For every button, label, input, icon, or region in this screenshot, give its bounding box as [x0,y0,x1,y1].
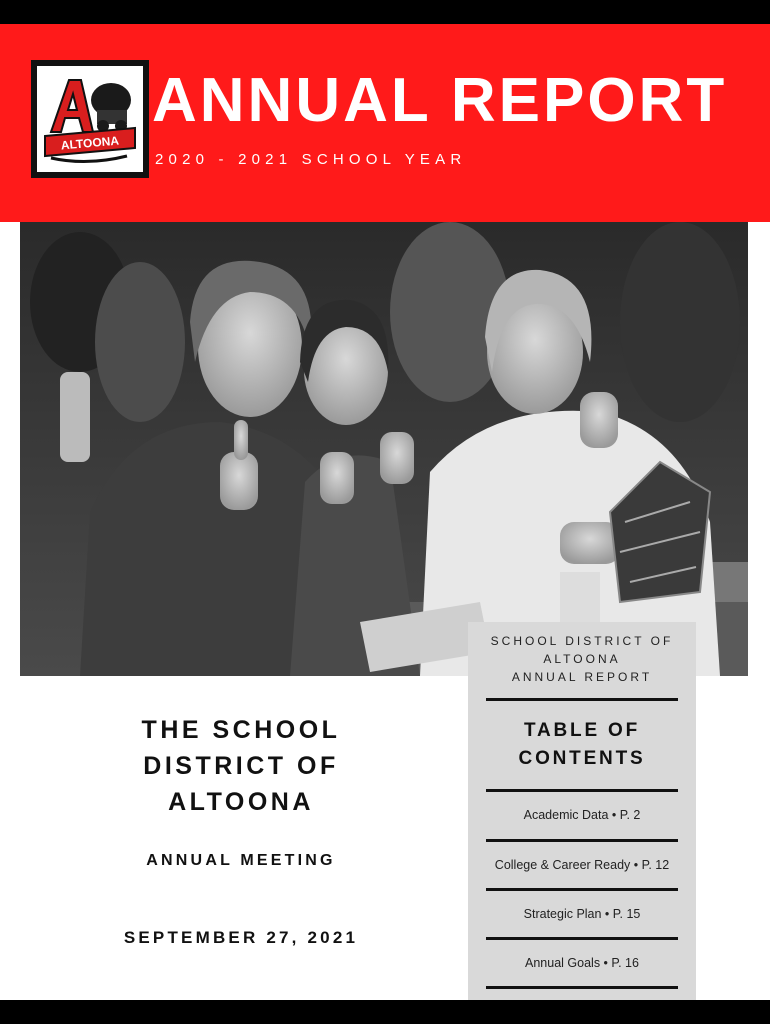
divider [486,698,678,701]
top-border [0,0,770,24]
toc-item-academic-data[interactable]: Academic Data • P. 2 [523,808,641,822]
meeting-label: ANNUAL MEETING [146,852,336,869]
students-thumbs-up-photo [20,222,748,676]
altoona-logo-icon [37,66,143,172]
toc-item-strategic-plan[interactable]: Strategic Plan • P. 15 [523,907,641,921]
district-name: THE SCHOOL DISTRICT OF ALTOONA [141,716,341,816]
bottom-border [0,1000,770,1024]
report-title: ANNUAL REPORT [152,66,728,135]
cover-text [96,712,386,820]
divider [486,937,678,940]
toc-header: SCHOOL DISTRICT OF ALTOONA ANNUAL REPORT [490,634,674,684]
school-year: 2020 - 2021 SCHOOL YEAR [155,151,467,168]
divider [486,888,678,891]
divider [486,789,678,792]
toc-item-college-career-ready[interactable]: College & Career Ready • P. 12 [494,858,670,872]
toc-title: TABLE OF CONTENTS [518,720,646,769]
divider [486,986,678,989]
meeting-date: SEPTEMBER 27, 2021 [123,928,359,947]
toc-item-annual-goals[interactable]: Annual Goals • P. 16 [525,956,639,970]
district-logo [31,60,149,178]
table-of-contents [468,622,696,1000]
divider [486,839,678,842]
logo-text: ALTOONA [60,133,120,153]
